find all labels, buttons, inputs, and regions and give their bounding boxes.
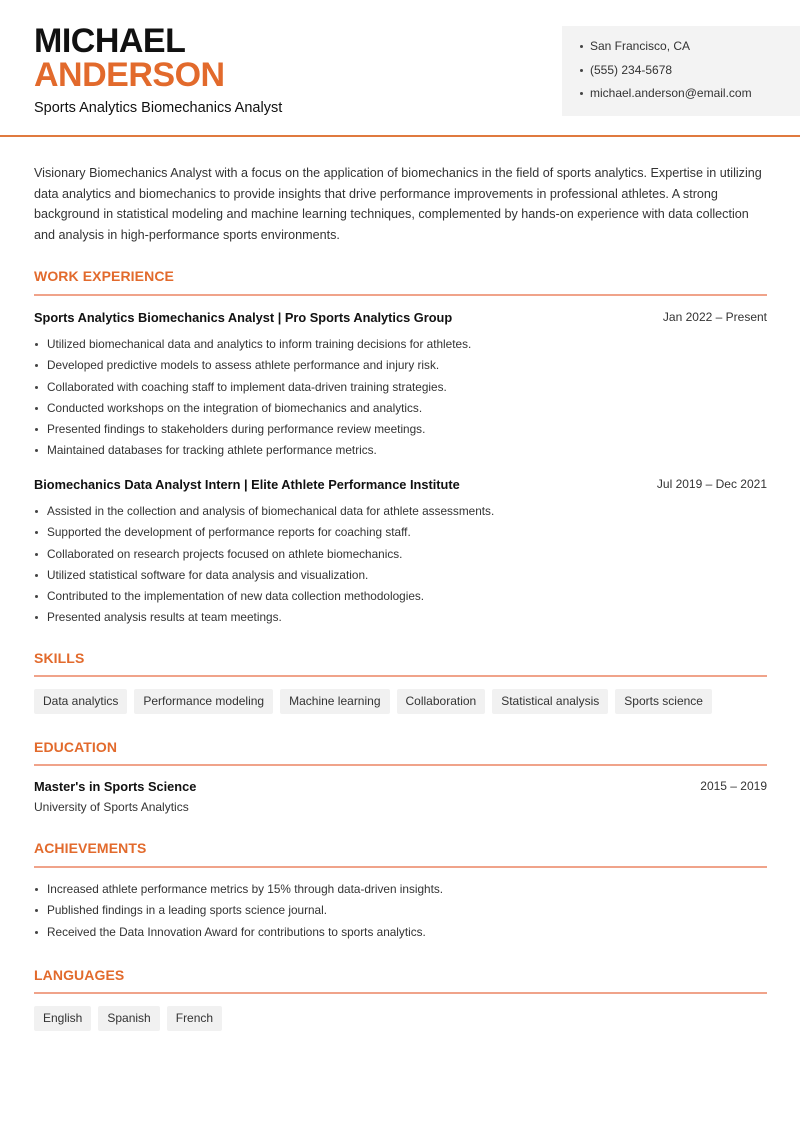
bullet-item: Received the Data Innovation Award for contributions to sports analytics. (34, 924, 443, 945)
job-heading: Biomechanics Data Analyst Intern | Elite Athlete Performance Institute (34, 477, 460, 492)
last-name: ANDERSON (34, 56, 225, 94)
bullet-item: Published findings in a leading sports science journal. (34, 902, 443, 923)
bullet-item: Maintained databases for tracking athlete performance metrics. (34, 442, 471, 463)
contact-email: michael.anderson@email.com (580, 84, 800, 108)
section-divider (34, 675, 767, 677)
bullet-item: Collaborated with coaching staff to implement data-driven training strategies. (34, 379, 471, 400)
section-title-languages: LANGUAGES (34, 967, 125, 983)
education-school: University of Sports Analytics (34, 800, 189, 814)
bullet-item: Assisted in the collection and analysis of biomechanical data for athlete assessments. (34, 503, 494, 524)
bullet-item: Utilized biomechanical data and analytics to inform training decisions for athletes. (34, 336, 471, 357)
job-bullets (34, 336, 471, 464)
job-dates: Jul 2019 – Dec 2021 (656, 477, 767, 491)
bullet-item: Utilized statistical software for data analysis and visualization. (34, 567, 494, 588)
bullet-item: Conducted workshops on the integration of biomechanics and analytics. (34, 400, 471, 421)
skill-tag: Collaboration (397, 689, 486, 714)
bullet-item: Increased athlete performance metrics by 15% through data-driven insights. (34, 881, 443, 902)
section-divider (34, 294, 767, 296)
section-divider (34, 992, 767, 994)
language-tag: English (34, 1006, 91, 1031)
bullet-item: Supported the development of performance reports for coaching staff. (34, 524, 494, 545)
language-tag: Spanish (98, 1006, 159, 1031)
languages-list (34, 1006, 222, 1031)
section-title-education: EDUCATION (34, 739, 118, 755)
skill-tag: Data analytics (34, 689, 127, 714)
skill-tag: Sports science (615, 689, 712, 714)
bullet-item: Presented findings to stakeholders during performance review meetings. (34, 421, 471, 442)
contact-phone: (555) 234-5678 (580, 61, 800, 85)
skills-list (34, 689, 712, 714)
language-tag: French (167, 1006, 222, 1031)
job-dates: Jan 2022 – Present (662, 310, 767, 324)
contact-location: San Francisco, CA (580, 37, 800, 61)
education-degree: Master's in Sports Science (34, 779, 197, 794)
section-divider (34, 764, 767, 766)
first-name: MICHAEL (34, 22, 186, 60)
skill-tag: Performance modeling (134, 689, 273, 714)
bullet-item: Developed predictive models to assess athlete performance and injury risk. (34, 357, 471, 378)
job-title: Sports Analytics Biomechanics Analyst (34, 100, 283, 116)
skill-tag: Statistical analysis (492, 689, 608, 714)
section-title-skills: SKILLS (34, 650, 85, 666)
job-bullets (34, 503, 494, 631)
summary: Visionary Biomechanics Analyst with a focus on the application of biomechanics in the field of sports analytics. Expertise in utilizing data analytics and biomechanics to provide insights that drive performance improvements in professional athletes. A strong background in statistical modeling and machine learning techniques, complemented by hands-on experience with data collection and analysis in high-performance sports environments. (34, 166, 762, 243)
education-dates: 2015 – 2019 (700, 779, 767, 793)
section-divider (34, 866, 767, 868)
section-title-work: WORK EXPERIENCE (34, 268, 174, 284)
job-heading: Sports Analytics Biomechanics Analyst | Pro Sports Analytics Group (34, 310, 453, 325)
bullet-item: Collaborated on research projects focused on athlete biomechanics. (34, 546, 494, 567)
achievement-bullets (34, 881, 443, 945)
resume-header (0, 0, 800, 137)
skill-tag: Machine learning (280, 689, 389, 714)
contact-box (562, 26, 800, 116)
section-title-achievements: ACHIEVEMENTS (34, 840, 147, 856)
bullet-item: Contributed to the implementation of new data collection methodologies. (34, 588, 494, 609)
bullet-item: Presented analysis results at team meetings. (34, 609, 494, 630)
